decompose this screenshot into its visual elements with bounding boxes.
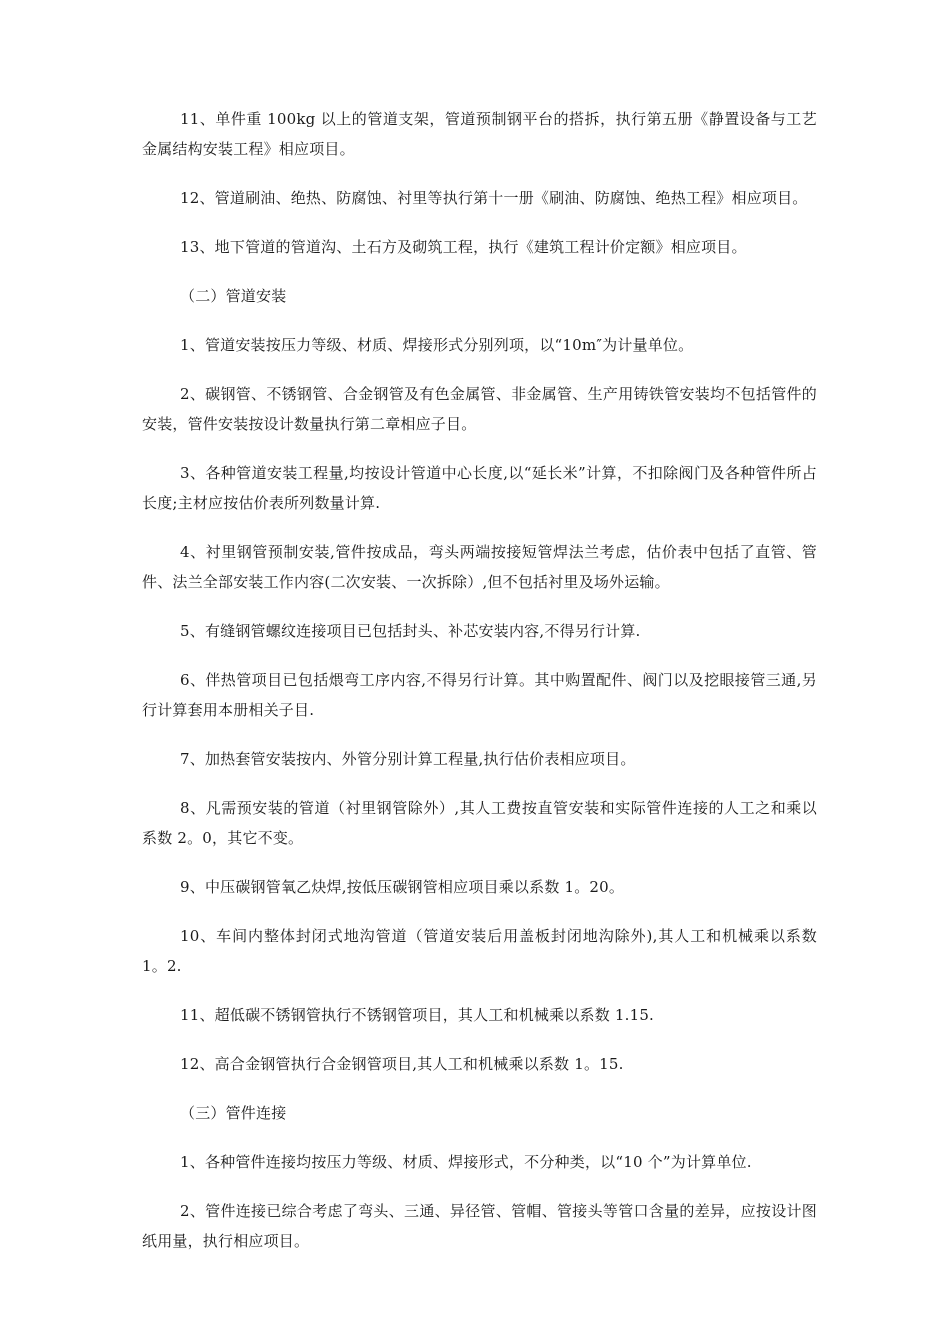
paragraph-pipe-install-12: 12、高合金钢管执行合金钢管项目,其人工和机械乘以系数 1。15. (180, 1055, 624, 1073)
paragraph-pipe-install-4: 4、衬里钢管预制安装,管件按成品，弯头两端按接短管焊法兰考虑，估价表中包括了直管、管件、法兰全部安装工作内容(二次安装、一次拆除）,但不包括衬里及场外运输。 (142, 543, 817, 591)
paragraph-fitting-1: 1、各种管件连接均按压力等级、材质、焊接形式，不分种类，以“10 个”为计算单位. (180, 1153, 752, 1171)
paragraph-pipe-install-9: 9、中压碳钢管氧乙炔焊,按低压碳钢管相应项目乘以系数 1。20。 (180, 878, 625, 896)
paragraph-pipe-install-3: 3、各种管道安装工程量,均按设计管道中心长度,以“延长米”计算，不扣除阀门及各种管件所占长度;主材应按估价表所列数量计算. (142, 464, 817, 512)
paragraph-pipe-install-7: 7、加热套管安装按内、外管分别计算工程量,执行估价表相应项目。 (180, 750, 636, 768)
paragraph-pipe-install-8: 8、凡需预安装的管道（衬里钢管除外）,其人工费按直管安装和实际管件连接的人工之和乘以系数 2。0，其它不变。 (142, 799, 817, 847)
section-heading-fitting-connection: （三）管件连接 (180, 1104, 287, 1122)
paragraph-pipe-install-2: 2、碳钢管、不锈钢管、合金钢管及有色金属管、非金属管、生产用铸铁管安装均不包括管件的安装，管件安装按设计数量执行第二章相应子目。 (142, 385, 817, 433)
paragraph-pipe-install-1: 1、管道安装按压力等级、材质、焊接形式分别列项，以“10m″为计量单位。 (180, 336, 694, 354)
paragraph-fitting-2: 2、管件连接已综合考虑了弯头、三通、异径管、管帽、管接头等管口含量的差异，应按设计图纸用量，执行相应项目。 (142, 1202, 817, 1250)
paragraph-pipe-install-5: 5、有缝钢管螺纹连接项目已包括封头、补芯安装内容,不得另行计算. (180, 622, 641, 640)
paragraph-pipe-install-10: 10、车间内整体封闭式地沟管道（管道安装后用盖板封闭地沟除外),其人工和机械乘以系数 1。2. (142, 927, 817, 975)
paragraph-underground-trench: 13、地下管道的管道沟、土石方及砌筑工程，执行《建筑工程计价定额》相应项目。 (180, 238, 747, 256)
paragraph-painting-insulation: 12、管道刷油、绝热、防腐蚀、衬里等执行第十一册《刷油、防腐蚀、绝热工程》相应项目。 (180, 189, 808, 207)
section-heading-pipe-installation: （二）管道安装 (180, 287, 287, 305)
document-body (142, 104, 817, 1275)
paragraph-pipe-install-6: 6、伴热管项目已包括煨弯工序内容,不得另行计算。其中购置配件、阀门以及挖眼接管三通,另行计算套用本册相关子目. (142, 671, 817, 719)
paragraph-pipe-install-11: 11、超低碳不锈钢管执行不锈钢管项目，其人工和机械乘以系数 1.15. (180, 1006, 655, 1024)
paragraph-support-frames: 11、单件重 100kg 以上的管道支架，管道预制钢平台的搭拆，执行第五册《静置设备与工艺金属结构安装工程》相应项目。 (142, 110, 817, 158)
